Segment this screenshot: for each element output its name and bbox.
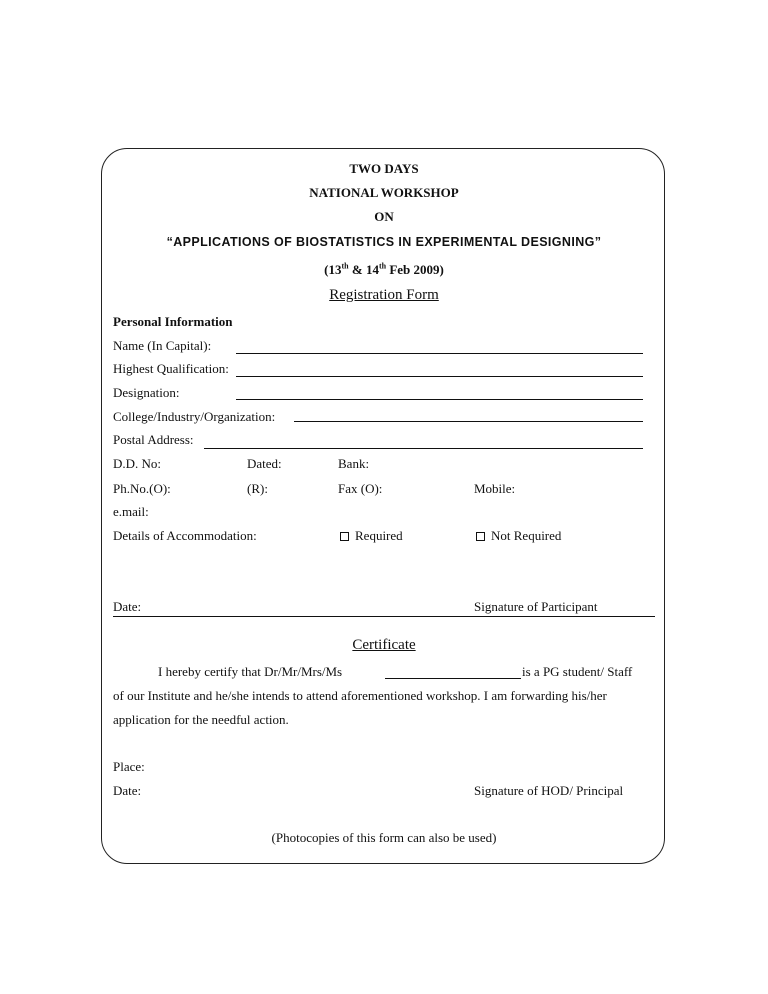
certificate-text-2: of our Institute and he/she intends to attend aforementioned workshop. I am forwarding his/her (113, 688, 607, 703)
required-checkbox[interactable] (340, 532, 349, 541)
workshop-title: “APPLICATIONS OF BIOSTATISTICS IN EXPERIMENTAL DESIGNING” (166, 235, 602, 249)
not-required-option-label: Not Required (491, 528, 562, 543)
bank-label: Bank: (338, 456, 370, 471)
certificate-text-1: I hereby certify that Dr/Mr/Mrs/Ms (158, 664, 343, 679)
name-label: Name (In Capital): (113, 338, 212, 353)
dd-number-label: D.D. No: (113, 456, 162, 471)
phone-office-label: Ph.No.(O): (113, 481, 171, 496)
certify-name-field[interactable] (385, 678, 521, 679)
fax-label: Fax (O): (338, 481, 383, 496)
workshop-dates: (13th & 14th Feb 2009) (324, 261, 444, 277)
participant-date-label: Date: (113, 599, 142, 614)
email-label: e.mail: (113, 504, 149, 519)
not-required-option[interactable] (476, 528, 561, 544)
name-field[interactable] (236, 353, 643, 354)
certificate-title: Certificate (352, 637, 416, 653)
certificate-date-label: Date: (113, 783, 142, 798)
form-border (101, 148, 665, 864)
footer-note: (Photocopies of this form can also be used) (271, 830, 497, 845)
header-line-2: NATIONAL WORKSHOP (309, 185, 459, 200)
participant-signature-line (113, 616, 655, 617)
qualification-field[interactable] (236, 376, 643, 377)
personal-info-heading: Personal Information (113, 314, 233, 329)
college-label: College/Industry/Organization: (113, 409, 276, 424)
registration-form-title: Registration Form (329, 287, 439, 303)
certificate-text-3: application for the needful action. (113, 712, 289, 727)
designation-label: Designation: (113, 385, 180, 400)
participant-signature-label: Signature of Participant (474, 599, 598, 614)
dated-label: Dated: (247, 456, 282, 471)
qualification-label: Highest Qualification: (113, 361, 229, 376)
not-required-checkbox[interactable] (476, 532, 485, 541)
required-option[interactable] (340, 528, 403, 544)
college-field[interactable] (294, 421, 643, 422)
header-line-1: TWO DAYS (349, 161, 419, 176)
header-line-3: ON (374, 209, 394, 224)
mobile-label: Mobile: (474, 481, 516, 496)
phone-residence-label: (R): (247, 481, 268, 496)
designation-field[interactable] (236, 399, 643, 400)
postal-address-field[interactable] (204, 448, 643, 449)
place-label: Place: (113, 759, 145, 774)
accommodation-label: Details of Accommodation: (113, 528, 257, 543)
postal-address-label: Postal Address: (113, 432, 194, 447)
hod-signature-label: Signature of HOD/ Principal (474, 783, 624, 798)
certificate-text-1-end: is a PG student/ Staff (522, 664, 633, 679)
required-option-label: Required (355, 528, 403, 543)
